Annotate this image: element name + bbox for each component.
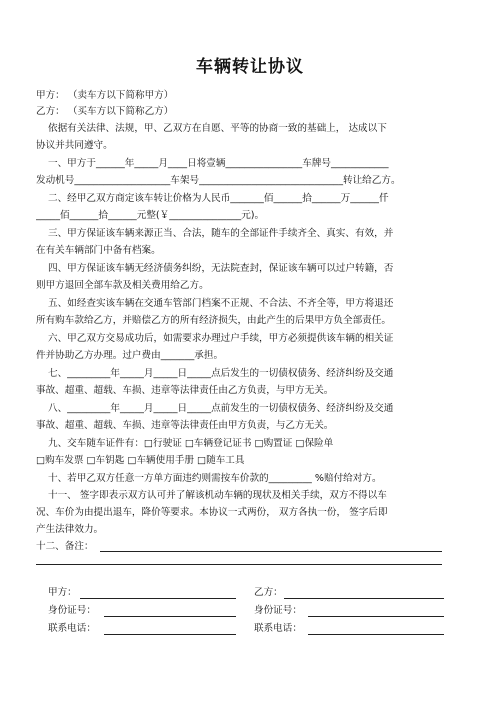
party-a-id-label: 身份证号：	[48, 605, 96, 616]
remarks-line-1	[100, 551, 442, 552]
clause-9-line-1: 九、交车随车证件有：□行驶证 □车辆登记证书 □购置证 □保险单	[48, 438, 334, 449]
clause-7-line-1: 七、_________年_____月_____日_____点后发生的一切债权债务、经济纠纷及交通	[48, 368, 394, 379]
party-a-phone-line	[104, 634, 236, 635]
preamble-line-2: 协议并共同遵守。	[36, 140, 113, 151]
document-title: 车辆转让协议	[196, 57, 304, 77]
party-b-id-line	[308, 616, 444, 617]
clause-4-line-1: 四、甲方保证该车辆无经济债务纠纷，无法院查封，保证该车辆可以过户转籍，否	[48, 263, 394, 274]
clause-1-line-2: 发动机号____________________车架号______________________________转让给乙方。	[36, 175, 401, 186]
clause-11-line-3: 产生法律效力。	[36, 524, 104, 535]
clause-11-line-1: 十一、 签字即表示双方认可并了解该机动车辆的现状及相关手续，双方不得以车	[48, 490, 387, 501]
party-a-signature-line	[80, 598, 236, 599]
party-b-phone-label: 联系电话：	[254, 623, 302, 634]
clause-6-line-2: 件并协助乙方办理。过户费由_______承担。	[36, 350, 224, 361]
clause-7-line-2: 事故、超重、超载、车损、违章等法律责任由乙方负责，与甲方无关。	[36, 385, 334, 396]
preamble-line-1: 依据有关法律、法规，甲、乙双方在自愿、平等的协商一致的基础上， 达成以下	[48, 123, 387, 134]
clause-3-line-2: 在有关车辆部门中备有档案。	[36, 245, 161, 256]
clause-5-line-1: 五、如经查实该车辆在交通车管部门档案不正规、不合法、不齐全等，甲方将退还	[48, 298, 394, 309]
party-a-phone-label: 联系电话：	[48, 623, 96, 634]
party-b-id-label: 身份证号：	[254, 605, 302, 616]
clause-6-line-1: 六、甲乙双方交易成功后，如需要求办理过户手续，甲方必须提供该车辆的相关证	[48, 333, 394, 344]
party-b-phone-line	[308, 634, 444, 635]
clause-2-line-2: _____佰______拾______元整(￥_______________元)。	[36, 210, 265, 221]
remarks-line-2	[36, 564, 442, 565]
clause-4-line-2: 则甲方退回全部车款及相关费用给乙方。	[36, 280, 209, 291]
clause-10-line: 十、若甲乙双方任意一方单方面违约则需按车价款的_________ %赔付给对方。	[48, 473, 382, 484]
clause-12-remarks-label: 十二、备注：	[36, 541, 94, 552]
clause-3-line-1: 三、甲方保证该车辆来源正当、合法，随车的全部证件手续齐全、真实、有效，并	[48, 228, 394, 239]
party-a-line: 甲方： （卖车方以下简称甲方）	[36, 90, 174, 101]
clause-5-line-2: 所有购车款给乙方，并赔偿乙方的所有经济损失，由此产生的后果甲方负全部责任。	[36, 315, 391, 326]
party-a-id-line	[104, 616, 236, 617]
party-a-signature-label: 甲方：	[48, 587, 77, 598]
clause-8-line-2: 事故、超重、超载、车损、违章等法律责任由甲方负责，与乙方无关。	[36, 420, 334, 431]
clause-9-line-2: □购车发票 □车钥匙 □车辆使用手册 □随车工具	[36, 455, 245, 466]
clause-1-line-1: 一、甲方于______年_____月____日将壹辆________________车牌号____________	[48, 158, 389, 169]
clause-2-line-1: 二、经甲乙双方商定该车转让价格为人民币_______佰______拾______万______仟	[48, 193, 389, 204]
party-b-line: 乙方： （买车方以下简称乙方）	[36, 106, 174, 117]
party-b-signature-label: 乙方：	[254, 587, 283, 598]
clause-8-line-1: 八、_________年_____月_____日_____点前发生的一切债权债务、经济纠纷及交通	[48, 403, 394, 414]
clause-11-line-2: 况、车价为由提出退车，降价等要求。本协议一式两份， 双方各执一份， 签字后即	[36, 507, 388, 518]
party-b-signature-line	[284, 598, 444, 599]
